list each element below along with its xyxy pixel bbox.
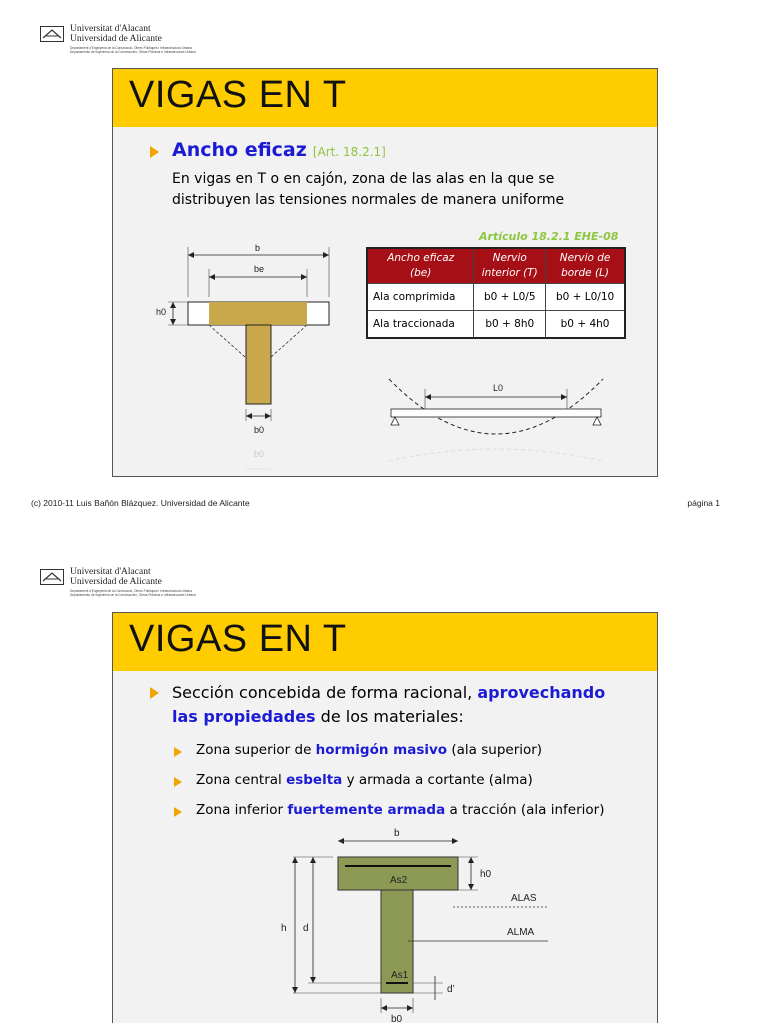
footer-copyright: (c) 2010-11 Luis Bañón Blázquez. Universidad de Alicante xyxy=(31,498,250,508)
university-emblem-icon xyxy=(40,569,64,585)
table-cell: Ala traccionada xyxy=(367,311,474,339)
table-caption: Artículo 18.2.1 EHE-08 xyxy=(479,230,619,243)
alma-label: ALMA xyxy=(507,927,535,938)
dim-be-label: be xyxy=(254,264,265,274)
department-name-spanish: Departamento de Ingeniería de la Construcción, Obras Públicas e Infraestructura Urbana xyxy=(70,593,196,597)
sub-bullet-icon xyxy=(174,747,182,757)
university-emblem-icon xyxy=(40,26,64,42)
dim-l0-label: L0 xyxy=(493,383,504,393)
slide-1-title: VIGAS EN T xyxy=(129,74,347,116)
university-name-valencian: Universitat d'Alacant xyxy=(70,24,151,34)
dim-h0-label: h0 xyxy=(480,869,492,880)
dim-b-label: b xyxy=(394,828,400,839)
table-header-ancho: Ancho eficaz (be) xyxy=(367,248,474,284)
university-logo xyxy=(40,24,240,64)
table-cell: Ala comprimida xyxy=(367,284,474,311)
table-row xyxy=(367,311,625,339)
alas-label: ALAS xyxy=(511,893,537,904)
table-cell: b0 + L0/5 xyxy=(474,284,546,311)
t-beam-reinforcement-diagram xyxy=(273,823,573,1023)
dim-d-label: d xyxy=(303,923,309,934)
zona-inferior-text: Zona inferior fuertemente armada a tracción (ala inferior) xyxy=(196,802,605,818)
seccion-racional-text: Sección concebida de forma racional, aprovechando las propiedades de los materiales: xyxy=(172,683,606,726)
slide-1-header xyxy=(113,69,657,127)
table-cell: b0 + 8h0 xyxy=(474,311,546,339)
ancho-eficaz-table xyxy=(366,247,626,339)
bullet-icon xyxy=(150,687,159,699)
zona-central-text: Zona central esbelta y armada a cortante (alma) xyxy=(196,772,533,788)
department-name-valencian: Departament d'Enginyeria de la Construcció, Obres Públiques i Infraestructura Urbana xyxy=(70,46,192,50)
article-reference: [Art. 18.2.1] xyxy=(312,145,386,159)
dim-h-label: h xyxy=(281,923,287,934)
table-cell: b0 + 4h0 xyxy=(546,311,625,339)
university-logo xyxy=(40,567,240,607)
sub-bullet-icon xyxy=(174,777,182,787)
ancho-eficaz-definition: En vigas en T o en cajón, zona de las alas en la que se distribuyen las tensiones normales de manera uniforme xyxy=(172,171,565,208)
ancho-eficaz-heading: Ancho eficaz [Art. 18.2.1] xyxy=(172,139,386,161)
department-name-spanish: Departamento de Ingeniería de la Construcción, Obras Públicas e Infraestructura Urbana xyxy=(70,50,196,54)
dim-dprime-label: d’ xyxy=(447,984,455,995)
as2-label: As2 xyxy=(390,875,408,886)
dim-b0-label: b0 xyxy=(391,1014,403,1023)
slide-1 xyxy=(112,68,658,477)
t-section-effective-width-diagram xyxy=(151,237,341,473)
table-header-nervio-borde: Nervio de borde (L) xyxy=(546,248,625,284)
slide-2-title: VIGAS EN T xyxy=(129,618,347,660)
department-name-valencian: Departament d'Enginyeria de la Construcció, Obres Públiques i Infraestructura Urbana xyxy=(70,589,192,593)
university-name-valencian: Universitat d'Alacant xyxy=(70,567,151,577)
dim-b0-label: b0 xyxy=(254,425,265,435)
as1-label: As1 xyxy=(391,970,409,981)
slide-2-header xyxy=(113,613,657,671)
dim-b-label: b xyxy=(255,243,261,253)
university-name-spanish: Universidad de Alicante xyxy=(70,577,162,587)
sub-bullet-icon xyxy=(174,807,182,817)
table-row xyxy=(367,284,625,311)
beam-moment-diagram xyxy=(381,369,611,469)
slide-2 xyxy=(112,612,658,1023)
bullet-icon xyxy=(150,146,159,158)
table-header-row xyxy=(367,248,625,284)
dim-h0-label: h0 xyxy=(156,307,167,317)
university-name-spanish: Universidad de Alicante xyxy=(70,34,162,44)
table-header-nervio-interior: Nervio interior (T) xyxy=(474,248,546,284)
footer-page-number: página 1 xyxy=(687,498,720,508)
zona-superior-text: Zona superior de hormigón masivo (ala superior) xyxy=(196,742,543,758)
faded-b0-reflection: b0 xyxy=(254,449,265,459)
table-cell: b0 + L0/10 xyxy=(546,284,625,311)
